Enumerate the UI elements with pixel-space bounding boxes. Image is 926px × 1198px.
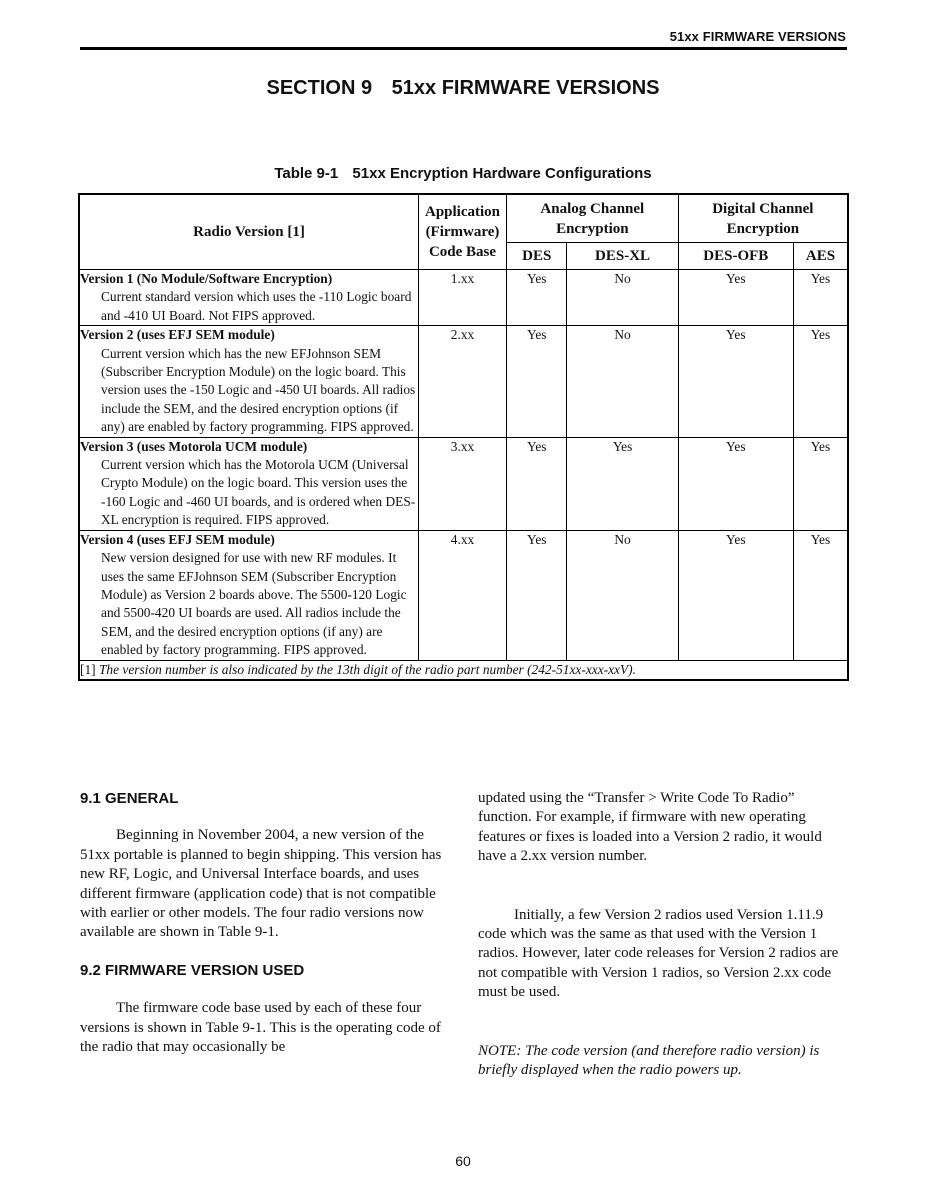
table-row-version-2 [79,326,848,437]
version-description [79,326,419,437]
des-cell: Yes [507,437,567,530]
version-body: Current version which has the Motorola UCM (Universal Crypto Module) on the logic board. This version uses the -160 Logic and -460 UI boards, and is ordered when DES-XL encryption is required. FIPS approved. [101,457,416,528]
section-name: 51xx FIRMWARE VERSIONS [391,77,660,99]
des-xl-cell: Yes [567,437,678,530]
running-header: 51xx FIRMWARE VERSIONS [669,29,846,44]
des-ofb-cell: Yes [678,530,793,660]
table-row-version-4 [79,530,848,660]
table-footnote-row [79,660,848,680]
header-digital-encryption: Digital Channel Encryption [678,194,848,243]
header-radio-version: Radio Version [1] [79,194,419,270]
des-cell: Yes [507,270,567,326]
version-body: New version designed for use with new RF modules. It uses the same EFJohnson SEM (Subscriber Encryption Module) as Version 2 boards above. The 5500-120 Logic and 5500-420 UI boards are used. All radios include the SEM, and the desired encryption options (if any) are enabled by factory programming. FIPS approved. [101,550,407,658]
des-cell: Yes [507,530,567,660]
aes-cell: Yes [793,530,848,660]
version-title: Version 4 (uses EFJ SEM module) [80,531,275,547]
table-row-version-1 [79,270,848,326]
footnote-text: The version number is also indicated by the 13th digit of the radio part number (242-51xx-xxx-xxV). [98,661,636,677]
version-title: Version 1 (No Module/Software Encryption) [80,271,333,286]
code-base-cell: 2.xx [419,326,507,437]
des-xl-cell: No [567,270,678,326]
note-paragraph: NOTE: The code version (and therefore radio version) is briefly displayed when the radio powers up. [478,1042,820,1079]
code-base-cell: 1.xx [419,270,507,326]
left-column [80,789,450,1057]
header-des-xl: DES-XL [567,243,678,270]
general-paragraph: Beginning in November 2004, a new version of the 51xx portable is planned to begin shipping. This version has new RF, Logic, and Universal Interface boards, and uses different firmware (application code) that is not compatible with earlier or other models. The four radio versions now available are shown in Table 9-1. [80,827,442,941]
section-title [0,77,926,100]
header-aes: AES [793,243,848,270]
code-base-cell: 3.xx [419,437,507,530]
header-analog-encryption: Analog Channel Encryption [507,194,679,243]
version-title: Version 2 (uses EFJ SEM module) [80,327,275,343]
heading-firmware-version-used: 9.2 FIRMWARE VERSION USED [80,961,305,979]
aes-cell: Yes [793,326,848,437]
des-ofb-cell: Yes [678,326,793,437]
header-rule [80,47,847,50]
aes-cell: Yes [793,270,848,326]
des-ofb-cell: Yes [678,270,793,326]
section-number: SECTION 9 [266,77,373,99]
des-ofb-cell: Yes [678,437,793,530]
page-number: 60 [455,1153,471,1169]
code-base-cell: 4.xx [419,530,507,660]
version-description [79,530,419,660]
header-app-line-2: (Firmware) [425,224,500,240]
encryption-config-table [78,193,849,681]
table-footnote [79,660,848,680]
aes-cell: Yes [793,437,848,530]
firmware-paragraph-2: Initially, a few Version 2 radios used Version 1.11.9 code which was the same as that used with the Version 1 radios. However, later code releases for Version 2 radios are not compatible with Version 1 radios, so Version 2.xx code must be used. [478,906,839,1001]
header-app-line-3: Code Base [428,244,497,260]
header-app-line-1: Application [424,204,500,220]
version-body: Current version which has the new EFJohnson SEM (Subscriber Encryption Module) on the logic board. This version uses the -150 Logic and -450 UI boards. All radios include the SEM, and the desired encryption options (if any) are enabled by factory programming. FIPS approved. [101,345,416,435]
table-caption [0,165,926,182]
version-title: Version 3 (uses Motorola UCM module) [80,438,308,454]
header-app-code-base [419,194,507,270]
header-des: DES [507,243,567,270]
version-description [79,270,419,326]
des-xl-cell: No [567,530,678,660]
table-number: Table 9-1 [274,165,339,182]
table-row-version-3 [79,437,848,530]
footnote-ref: [1] [80,661,96,677]
heading-general: 9.1 GENERAL [80,790,179,807]
des-xl-cell: No [567,326,678,437]
header-des-ofb: DES-OFB [678,243,793,270]
version-body: Current standard version which uses the -110 Logic board and -410 UI Board. Not FIPS approved. [101,289,412,323]
right-column [478,789,848,1080]
firmware-paragraph-1: The firmware code base used by each of these four versions is shown in Table 9-1. This is the operating code of the radio that may occasionally be [80,1000,441,1056]
firmware-paragraph-1-continued: updated using the “Transfer > Write Code To Radio” function. For example, if firmware with new operating features or fixes is loaded into a Version 2 radio, it would have a 2.xx version number. [478,790,822,865]
version-description [79,437,419,530]
des-cell: Yes [507,326,567,437]
table-name: 51xx Encryption Hardware Configurations [352,165,652,182]
